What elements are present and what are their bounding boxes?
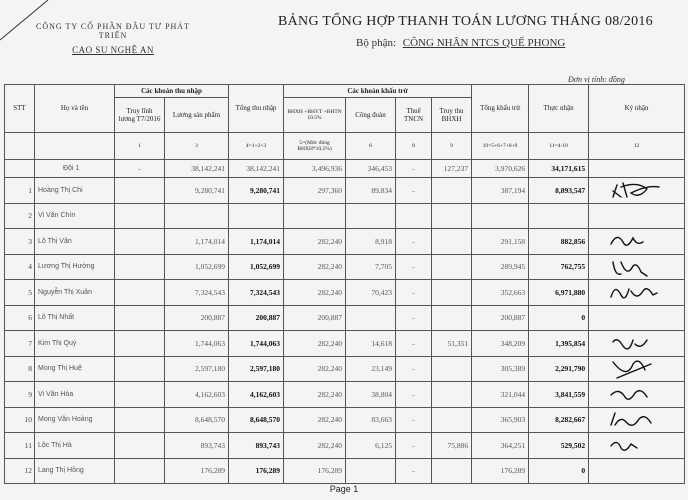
employee-name: Vi Văn Chín bbox=[35, 203, 115, 229]
arrears-value bbox=[115, 382, 165, 408]
table-row bbox=[5, 356, 685, 382]
total-deduction-value: 3,970,626 bbox=[472, 160, 529, 178]
net-pay-value: 1,395,854 bbox=[529, 331, 589, 357]
employee-name: Lang Thị Hồng bbox=[35, 458, 115, 484]
employee-name: Nguyễn Thị Xuân bbox=[35, 280, 115, 306]
row-stt: 12 bbox=[5, 458, 35, 484]
insurance-recovery-value bbox=[432, 458, 472, 484]
union-fee-value: 346,453 bbox=[346, 160, 396, 178]
signature-cell bbox=[589, 254, 685, 280]
signature-cell bbox=[589, 407, 685, 433]
pit-value: - bbox=[396, 356, 432, 382]
insurance-value: 282,240 bbox=[284, 407, 346, 433]
document-title: BẢNG TỔNG HỢP THANH TOÁN LƯƠNG THÁNG 08/2016 bbox=[278, 14, 653, 29]
signature-cell bbox=[589, 305, 685, 331]
insurance-recovery-value: 51,351 bbox=[432, 331, 472, 357]
total-deduction-value bbox=[472, 203, 529, 229]
union-fee-value: 14,618 bbox=[346, 331, 396, 357]
arrears-value bbox=[115, 356, 165, 382]
total-income-value: 9,280,741 bbox=[229, 178, 284, 204]
total-deduction-value: 364,251 bbox=[472, 433, 529, 459]
insurance-value: 282,240 bbox=[284, 229, 346, 255]
code-cell: 3 bbox=[165, 133, 229, 160]
handwritten-signature bbox=[607, 256, 667, 278]
product-salary-value: 2,597,180 bbox=[165, 356, 229, 382]
employee-name: Hoàng Thị Chi bbox=[35, 178, 115, 204]
code-cell-blank bbox=[35, 133, 115, 160]
row-stt: 10 bbox=[5, 407, 35, 433]
product-salary-value: 1,744,063 bbox=[165, 331, 229, 357]
net-pay-value: 34,171,615 bbox=[529, 160, 589, 178]
total-income-value: 7,324,543 bbox=[229, 280, 284, 306]
col-signature: Ký nhận bbox=[589, 85, 685, 133]
net-pay-value: 762,755 bbox=[529, 254, 589, 280]
signature-cell bbox=[589, 229, 685, 255]
net-pay-value: 3,841,559 bbox=[529, 382, 589, 408]
row-stt: 5 bbox=[5, 280, 35, 306]
insurance-value: 176,289 bbox=[284, 458, 346, 484]
employee-name: Đội 1 bbox=[35, 160, 115, 178]
arrears-value bbox=[115, 433, 165, 459]
union-fee-value: 83,663 bbox=[346, 407, 396, 433]
employee-name: Lương Thị Hường bbox=[35, 254, 115, 280]
signature-cell bbox=[589, 178, 685, 204]
code-cell: 11=4-10 bbox=[529, 133, 589, 160]
code-cell: 5=(Mức đóng BHXH*10,5%) bbox=[284, 133, 346, 160]
handwritten-signature bbox=[607, 434, 667, 456]
col-union-fee: Công đoàn bbox=[346, 98, 396, 133]
insurance-value bbox=[284, 203, 346, 229]
col-total-income: Tổng thu nhập bbox=[229, 85, 284, 133]
table-row bbox=[5, 433, 685, 459]
pit-value bbox=[396, 203, 432, 229]
union-fee-value bbox=[346, 458, 396, 484]
employee-name: Mong Văn Hoàng bbox=[35, 407, 115, 433]
handwritten-signature bbox=[607, 383, 667, 405]
insurance-recovery-value bbox=[432, 356, 472, 382]
insurance-recovery-value bbox=[432, 229, 472, 255]
payroll-table bbox=[4, 84, 685, 484]
net-pay-value: 8,893,547 bbox=[529, 178, 589, 204]
insurance-value: 200,887 bbox=[284, 305, 346, 331]
arrears-value bbox=[115, 305, 165, 331]
total-income-value bbox=[229, 203, 284, 229]
signature-cell bbox=[589, 203, 685, 229]
union-fee-value: 8,918 bbox=[346, 229, 396, 255]
signature-cell bbox=[589, 160, 685, 178]
handwritten-signature bbox=[607, 358, 667, 380]
product-salary-value: 8,648,570 bbox=[165, 407, 229, 433]
union-fee-value: 6,125 bbox=[346, 433, 396, 459]
insurance-value: 282,240 bbox=[284, 382, 346, 408]
union-fee-value: 7,705 bbox=[346, 254, 396, 280]
company-name: CÔNG TY CỔ PHẦN ĐẦU TƯ PHÁT TRIỂN bbox=[36, 22, 190, 40]
pit-value: - bbox=[396, 229, 432, 255]
page-number: Page 1 bbox=[329, 484, 359, 494]
product-salary-value: 200,887 bbox=[165, 305, 229, 331]
net-pay-value: 882,856 bbox=[529, 229, 589, 255]
row-stt: 8 bbox=[5, 356, 35, 382]
signature-cell bbox=[589, 382, 685, 408]
insurance-recovery-value: 75,886 bbox=[432, 433, 472, 459]
net-pay-value: 2,291,790 bbox=[529, 356, 589, 382]
total-deduction-value: 305,389 bbox=[472, 356, 529, 382]
union-fee-value bbox=[346, 305, 396, 331]
handwritten-signature bbox=[607, 409, 667, 431]
department-value: CÔNG NHÂN NTCS QUẾ PHONG bbox=[402, 37, 566, 49]
code-cell: 12 bbox=[589, 133, 685, 160]
insurance-value: 282,240 bbox=[284, 356, 346, 382]
col-net-pay: Thực nhận bbox=[529, 85, 589, 133]
code-cell: 9 bbox=[432, 133, 472, 160]
handwritten-signature bbox=[607, 281, 667, 303]
code-cell: 1 bbox=[115, 133, 165, 160]
arrears-value: - bbox=[115, 160, 165, 178]
insurance-recovery-value: 127,237 bbox=[432, 160, 472, 178]
col-arrears: Truy lĩnh lương T7/2016 bbox=[115, 98, 165, 133]
arrears-value bbox=[115, 229, 165, 255]
table-row bbox=[5, 407, 685, 433]
total-income-value: 38,142,241 bbox=[229, 160, 284, 178]
team-total-row bbox=[5, 160, 685, 178]
pit-value: - bbox=[396, 331, 432, 357]
total-income-value: 176,289 bbox=[229, 458, 284, 484]
product-salary-value: 7,324,543 bbox=[165, 280, 229, 306]
total-income-value: 2,597,180 bbox=[229, 356, 284, 382]
signature-cell bbox=[589, 458, 685, 484]
product-salary-value: 9,280,741 bbox=[165, 178, 229, 204]
table-row bbox=[5, 229, 685, 255]
code-cell: 10=5+6+7+8+9 bbox=[472, 133, 529, 160]
employee-name: Lô Thị Vân bbox=[35, 229, 115, 255]
row-stt: 11 bbox=[5, 433, 35, 459]
product-salary-value: 38,142,241 bbox=[165, 160, 229, 178]
union-fee-value: 89,834 bbox=[346, 178, 396, 204]
code-cell: 8 bbox=[396, 133, 432, 160]
total-deduction-value: 176,289 bbox=[472, 458, 529, 484]
signature-cell bbox=[589, 331, 685, 357]
col-total-deduction: Tổng khấu trừ bbox=[472, 85, 529, 133]
product-salary-value: 893,743 bbox=[165, 433, 229, 459]
signature-cell bbox=[589, 280, 685, 306]
code-cell: 6 bbox=[346, 133, 396, 160]
insurance-value: 282,240 bbox=[284, 280, 346, 306]
col-group-income: Các khoản thu nhập bbox=[115, 85, 229, 98]
arrears-value bbox=[115, 280, 165, 306]
employee-name: Lô Thị Nhất bbox=[35, 305, 115, 331]
table-row bbox=[5, 382, 685, 408]
product-salary-value: 1,174,014 bbox=[165, 229, 229, 255]
currency-unit-note: Đơn vị tính: đồng bbox=[568, 75, 625, 84]
pit-value: - bbox=[396, 458, 432, 484]
code-cell-blank bbox=[5, 133, 35, 160]
employee-name: Vi Văn Hòa bbox=[35, 382, 115, 408]
row-stt: 1 bbox=[5, 178, 35, 204]
union-fee-value: 23,149 bbox=[346, 356, 396, 382]
company-block bbox=[28, 22, 198, 55]
pit-value: - bbox=[396, 178, 432, 204]
net-pay-value: 0 bbox=[529, 305, 589, 331]
table-row bbox=[5, 203, 685, 229]
total-income-value: 1,744,063 bbox=[229, 331, 284, 357]
total-deduction-value: 200,887 bbox=[472, 305, 529, 331]
insurance-recovery-value bbox=[432, 305, 472, 331]
insurance-recovery-value bbox=[432, 280, 472, 306]
col-group-deductions: Các khoản khấu trừ bbox=[284, 85, 472, 98]
total-income-value: 1,174,014 bbox=[229, 229, 284, 255]
row-stt: 7 bbox=[5, 331, 35, 357]
arrears-value bbox=[115, 407, 165, 433]
net-pay-value: 529,502 bbox=[529, 433, 589, 459]
table-row bbox=[5, 280, 685, 306]
net-pay-value: 0 bbox=[529, 458, 589, 484]
union-fee-value: 70,423 bbox=[346, 280, 396, 306]
product-salary-value: 4,162,603 bbox=[165, 382, 229, 408]
row-stt: 9 bbox=[5, 382, 35, 408]
insurance-value: 297,360 bbox=[284, 178, 346, 204]
arrears-value bbox=[115, 203, 165, 229]
employee-name: Kim Thị Quý bbox=[35, 331, 115, 357]
product-salary-value: 1,052,699 bbox=[165, 254, 229, 280]
insurance-value: 282,240 bbox=[284, 331, 346, 357]
signature-cell bbox=[589, 433, 685, 459]
total-income-value: 893,743 bbox=[229, 433, 284, 459]
col-pit: Thuế TNCN bbox=[396, 98, 432, 133]
table-row bbox=[5, 178, 685, 204]
pit-value: - bbox=[396, 280, 432, 306]
pit-value: - bbox=[396, 305, 432, 331]
insurance-recovery-value bbox=[432, 254, 472, 280]
product-salary-value: 176,289 bbox=[165, 458, 229, 484]
total-deduction-value: 291,158 bbox=[472, 229, 529, 255]
total-deduction-value: 365,903 bbox=[472, 407, 529, 433]
total-income-value: 1,052,699 bbox=[229, 254, 284, 280]
col-name: Họ và tên bbox=[35, 85, 115, 133]
total-income-value: 200,887 bbox=[229, 305, 284, 331]
department-line bbox=[356, 37, 565, 49]
total-deduction-value: 387,194 bbox=[472, 178, 529, 204]
pit-value: - bbox=[396, 382, 432, 408]
col-product-salary: Lương sản phẩm bbox=[165, 98, 229, 133]
row-stt: 2 bbox=[5, 203, 35, 229]
row-stt: 4 bbox=[5, 254, 35, 280]
row-stt bbox=[5, 160, 35, 178]
department-label: Bộ phận: bbox=[356, 37, 397, 49]
arrears-value bbox=[115, 254, 165, 280]
total-deduction-value: 321,044 bbox=[472, 382, 529, 408]
insurance-recovery-value bbox=[432, 203, 472, 229]
col-stt: STT bbox=[5, 85, 35, 133]
net-pay-value bbox=[529, 203, 589, 229]
table-row bbox=[5, 305, 685, 331]
handwritten-signature bbox=[607, 179, 667, 201]
insurance-recovery-value bbox=[432, 178, 472, 204]
pit-value: - bbox=[396, 407, 432, 433]
arrears-value bbox=[115, 458, 165, 484]
insurance-value: 282,240 bbox=[284, 254, 346, 280]
handwritten-signature bbox=[607, 332, 667, 354]
product-salary-value bbox=[165, 203, 229, 229]
col-insurance-recovery: Truy thu BHXH bbox=[432, 98, 472, 133]
total-deduction-value: 348,209 bbox=[472, 331, 529, 357]
company-subname: CAO SU NGHỆ AN bbox=[72, 45, 154, 55]
total-deduction-value: 352,663 bbox=[472, 280, 529, 306]
net-pay-value: 8,282,667 bbox=[529, 407, 589, 433]
table-row bbox=[5, 254, 685, 280]
table-row bbox=[5, 331, 685, 357]
employee-name: Mong Thị Huệ bbox=[35, 356, 115, 382]
insurance-value: 3,496,936 bbox=[284, 160, 346, 178]
arrears-value bbox=[115, 178, 165, 204]
code-cell: 4=1+2+3 bbox=[229, 133, 284, 160]
pit-value: - bbox=[396, 160, 432, 178]
total-income-value: 8,648,570 bbox=[229, 407, 284, 433]
insurance-recovery-value bbox=[432, 382, 472, 408]
union-fee-value: 38,804 bbox=[346, 382, 396, 408]
employee-name: Lộc Thị Hà bbox=[35, 433, 115, 459]
signature-cell bbox=[589, 356, 685, 382]
pit-value: - bbox=[396, 254, 432, 280]
total-income-value: 4,162,603 bbox=[229, 382, 284, 408]
pit-value: - bbox=[396, 433, 432, 459]
col-insurance: BHXH +BHYT +BHTN 10.5% bbox=[284, 98, 346, 133]
insurance-recovery-value bbox=[432, 407, 472, 433]
table-row bbox=[5, 458, 685, 484]
net-pay-value: 6,971,880 bbox=[529, 280, 589, 306]
total-deduction-value: 289,945 bbox=[472, 254, 529, 280]
row-stt: 3 bbox=[5, 229, 35, 255]
union-fee-value bbox=[346, 203, 396, 229]
row-stt: 6 bbox=[5, 305, 35, 331]
insurance-value: 282,240 bbox=[284, 433, 346, 459]
handwritten-signature bbox=[607, 230, 667, 252]
arrears-value bbox=[115, 331, 165, 357]
